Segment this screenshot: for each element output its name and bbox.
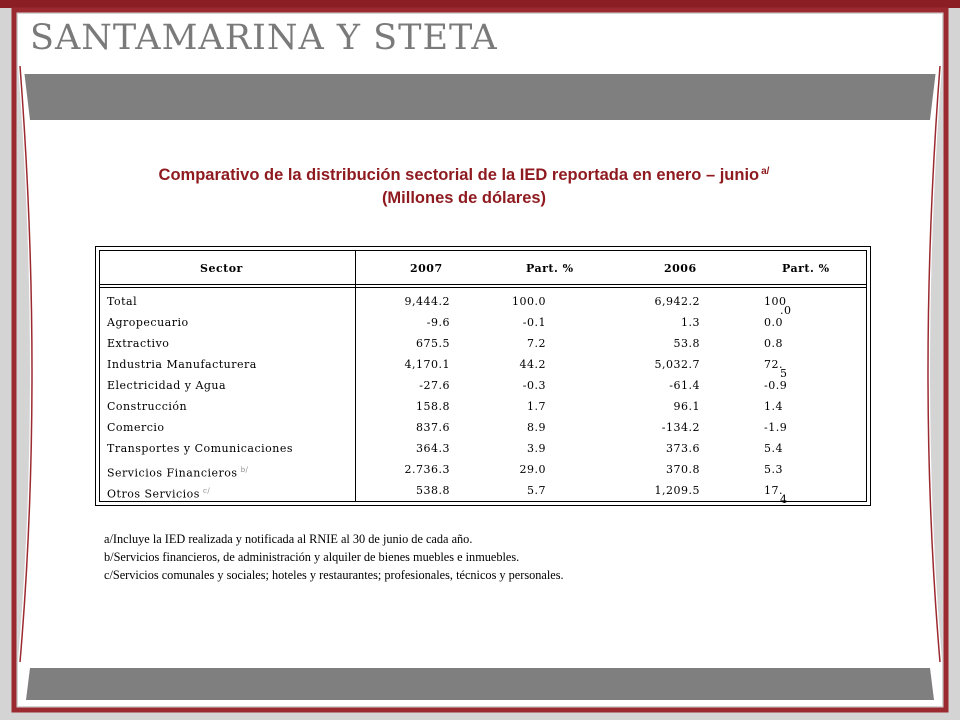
title-footnote-marker: a/: [761, 166, 770, 177]
footnotes: [104, 530, 564, 584]
row-sector: Industria Manufacturera: [107, 358, 257, 371]
row-part-2006: 72.: [764, 358, 783, 371]
row-part-2007: 8.9: [527, 421, 546, 434]
header-sector: Sector: [200, 262, 243, 275]
row-value-2007: 158.8: [416, 400, 450, 413]
row-value-2006: 1.3: [681, 316, 700, 329]
row-part-2006-wrap: 5: [780, 367, 788, 380]
table-divider-header: [100, 284, 866, 285]
row-sector-footnote: b/: [240, 466, 249, 474]
row-value-2007: 538.8: [416, 484, 450, 497]
page-subtitle: (Millones de dólares): [381, 189, 547, 207]
row-part-2006-wrap: .0: [780, 304, 792, 317]
row-value-2006: -134.2: [661, 421, 700, 434]
row-part-2006: -0.9: [764, 379, 788, 392]
row-value-2006: 370.8: [666, 463, 700, 476]
page-title: [0, 166, 928, 185]
row-part-2006-wrap: 4: [780, 493, 788, 506]
row-sector: Otros Servicios $^{c/}$: [107, 487, 211, 501]
row-value-2007: 2.736.3: [404, 463, 450, 476]
row-part-2007: 7.2: [527, 337, 546, 350]
row-part-2006: 0.0: [764, 316, 783, 329]
footnote-c: c/Servicios comunales y sociales; hoteles y restaurantes; profesionales, técnicos y personales.: [104, 568, 564, 582]
row-value-2007: 4,170.1: [404, 358, 450, 371]
row-value-2007: -9.6: [426, 316, 450, 329]
row-part-2007: 3.9: [527, 442, 546, 455]
row-part-2007: 5.7: [527, 484, 546, 497]
row-value-2007: 364.3: [416, 442, 450, 455]
row-value-2007: 675.5: [416, 337, 450, 350]
row-sector: Servicios Financieros $^{b/}$: [107, 466, 249, 480]
row-part-2006: 1.4: [764, 400, 783, 413]
header-2007: 2007: [410, 262, 443, 275]
row-value-2007: 837.6: [416, 421, 450, 434]
row-sector: Extractivo: [107, 337, 170, 350]
row-value-2006: 373.6: [666, 442, 700, 455]
row-part-2007: 44.2: [519, 358, 546, 371]
row-part-2007: 1.7: [527, 400, 546, 413]
title-line1: Comparativo de la distribución sectorial de la IED reportada en enero – junio: [158, 166, 760, 184]
header-part-2007: Part. %: [526, 262, 574, 275]
table-divider-header-2: [100, 287, 866, 288]
row-part-2006: 5.4: [764, 442, 783, 455]
row-value-2006: 96.1: [673, 400, 700, 413]
row-value-2006: 1,209.5: [654, 484, 700, 497]
footnote-a: a/Incluye la IED realizada y notificada al RNIE al 30 de junio de cada año.: [104, 532, 473, 546]
row-value-2006: 6,942.2: [654, 295, 700, 308]
footnote-b: b/Servicios financieros, de administración y alquiler de bienes muebles e inmuebles.: [104, 550, 520, 564]
row-value-2006: 53.8: [673, 337, 700, 350]
row-sector: Construcción: [107, 400, 188, 413]
row-value-2007: 9,444.2: [404, 295, 450, 308]
row-part-2007: 29.0: [519, 463, 546, 476]
row-part-2007: 100.0: [512, 295, 546, 308]
row-value-2006: -61.4: [669, 379, 700, 392]
row-value-2006: 5,032.7: [654, 358, 700, 371]
header-2006: 2006: [664, 262, 697, 275]
table-inner-border: [99, 250, 867, 506]
row-part-2006: 100: [764, 295, 787, 308]
row-part-2007: -0.1: [522, 316, 546, 329]
row-sector-footnote: c/: [202, 487, 211, 495]
row-sector: Agropecuario: [107, 316, 189, 329]
row-sector: Electricidad y Agua: [107, 379, 227, 392]
row-part-2006: 0.8: [764, 337, 783, 350]
row-part-2006: 5.3: [764, 463, 783, 476]
row-part-2006: -1.9: [764, 421, 788, 434]
brand-logo-text: SANTAMARINA Y STETA: [30, 18, 498, 58]
header-part-2006: Part. %: [782, 262, 830, 275]
row-value-2007: -27.6: [419, 379, 450, 392]
row-sector: Comercio: [107, 421, 165, 434]
row-sector: Transportes y Comunicaciones: [107, 442, 294, 455]
row-part-2006: 17.: [764, 484, 783, 497]
row-part-2007: -0.3: [522, 379, 546, 392]
row-sector: Total: [107, 295, 138, 308]
sector-table: [95, 246, 871, 506]
